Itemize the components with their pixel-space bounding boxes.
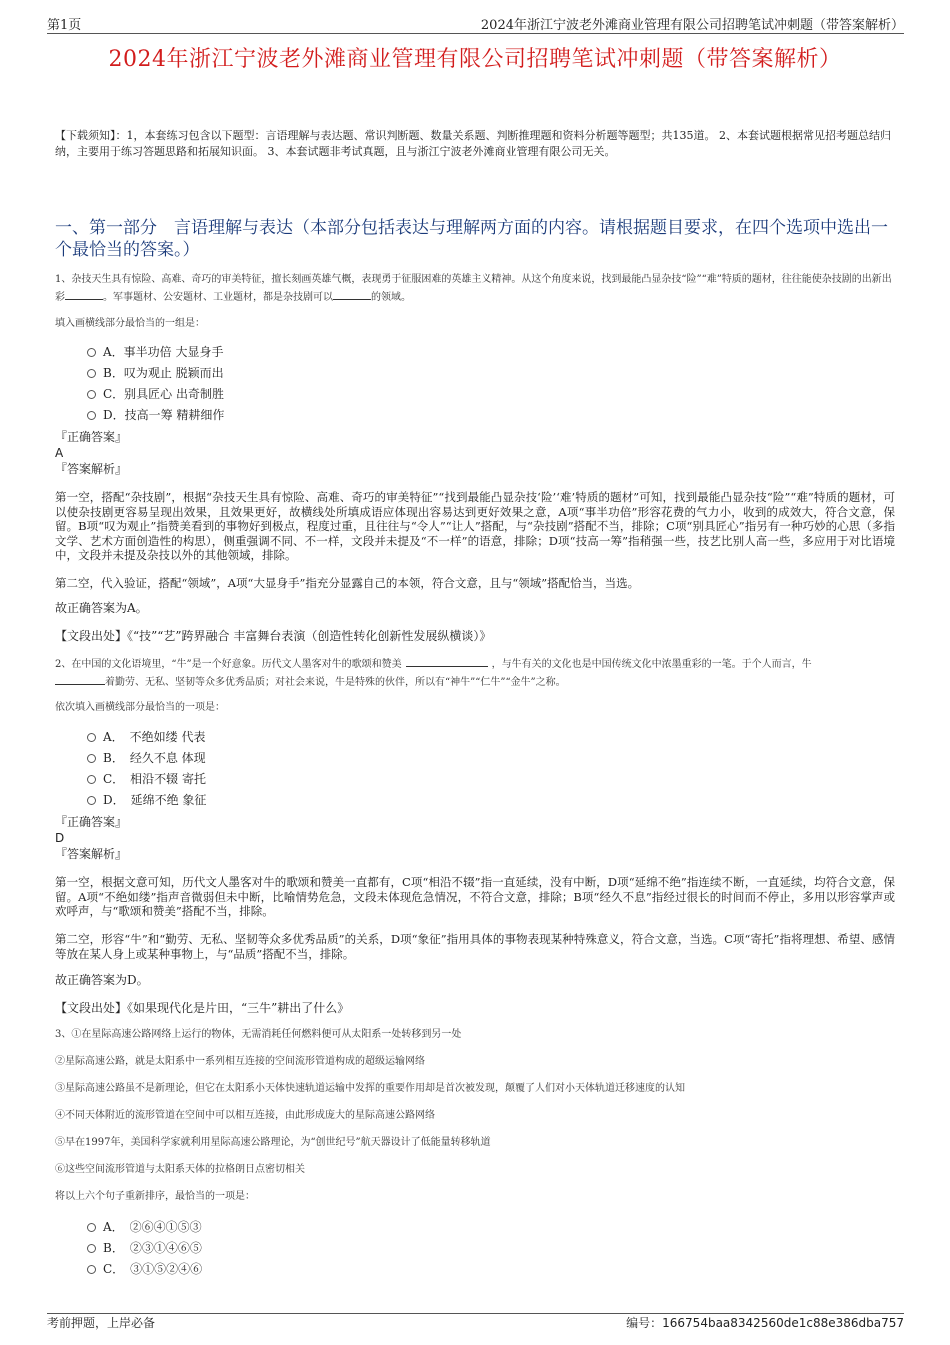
q1-blank-1 (65, 289, 103, 300)
radio-icon[interactable] (87, 775, 96, 784)
q3-sentence-3: ③星际高速公路虽不是新理论，但它在太阳系小天体快速轨道运输中发挥的重要作用却是首次被发现，颠覆了人们对小天体轨道迁移速度的认知 (55, 1083, 685, 1094)
q1-analysis-1: 第一空，搭配“杂技剧”，根据“杂技天生具有惊险、高难、奇巧的审美特征”“找到最能凸显杂技‘险’‘难’特质的题材”可知，找到最能凸显杂技“险”“难”特质的题材，可以使杂技剧更容易呈现出效果，且效果更好，故横线处所填成语应体现出容易达到更好效果之意，A项“事半功倍”形容花费的气力小，收到的成效大，符合文意，保留。B项“叹为观止”指赞美看到的事物好到极点，程度过重，且往往与“令人”“让人”搭配，与“杂技剧”搭配不当，排除；C项“别具匠心”指另有一种巧妙的心思（多指文学、艺术方面创造性的构思），侧重强调不同、不一样，文段并未提及“不一样”的语意，排除；D项“技高一筹”指稍强一些，技艺比别人高一些，多应用于对比语境中，文段并未提及杂技以外的其他领域，排除。 (55, 490, 895, 562)
radio-icon[interactable] (87, 1223, 96, 1232)
q2-source: 【文段出处】《如果现代化是片田，“三牛”耕出了什么》 (55, 1001, 350, 1015)
q1-stem: 1、杂技天生具有惊险、高难、奇巧的审美特征，擅长刻画英雄气概，表现勇于征服困难的英雄主义精神。从这个角度来说，找到最能凸显杂技“险”“难”特质的题材，往往能使杂技剧的出新出彩 。军事题材、公安题材、工业题材，都是杂技剧可以 的领域。 (55, 274, 892, 303)
q2-answer-label: 『正确答案』 (55, 815, 128, 829)
q2-option-d[interactable]: D． 延绵不绝 象征 (87, 792, 206, 808)
q1-source: 【文段出处】《“技”“艺”跨界融合 丰富舞台表演（创造性转化创新性发展纵横谈）》 (55, 629, 492, 643)
q3-sentence-5: ⑤早在1997年，美国科学家就利用星际高速公路理论，为“创世纪号”航天器设计了低能量转移轨道 (55, 1137, 491, 1148)
q3-option-b[interactable]: B． ②③①④⑥⑤ (87, 1240, 202, 1256)
q2-analysis-1: 第一空，根据文意可知，历代文人墨客对牛的歌颂和赞美一直都有，C项“相沿不辍”指一直延续，没有中断，D项“延绵不绝”指连续不断，一直延续，均符合文意，保留。A项“不绝如缕”指声音微弱但未中断，比喻情势危急，文段未体现危急情况，不符合文意，排除；B项“经久不息”指经过很长的时间而不停止，多用以形容掌声或欢呼声，与“歌颂和赞美”搭配不当，排除。 (55, 875, 895, 918)
section-title: 一、第一部分 言语理解与表达（本部分包括表达与理解两方面的内容。请根据题目要求，在四个选项中选出一个最恰当的答案。） (55, 218, 888, 260)
header-rule (47, 33, 904, 34)
document-title: 2024年浙江宁波老外滩商业管理有限公司招聘笔试冲刺题（带答案解析） (108, 47, 842, 72)
footer-slogan: 考前押题，上岸必备 (47, 1316, 156, 1330)
header-doc-title: 2024年浙江宁波老外滩商业管理有限公司招聘笔试冲刺题（带答案解析） (480, 18, 904, 33)
radio-icon[interactable] (87, 411, 96, 420)
q2-analysis-2: 第二空，形容“牛”和“勤劳、无私、坚韧等众多优秀品质”的关系，D项“象征”指用具体的事物表现某种特殊意义，符合文意，当选。C项“寄托”指将理想、希望、感情等放在某人身上或某种事物上，与“品质”搭配不当，排除。 (55, 932, 895, 961)
q2-blank-1 (406, 656, 488, 667)
radio-icon[interactable] (87, 1265, 96, 1274)
radio-icon[interactable] (87, 390, 96, 399)
q1-option-b[interactable]: B．叹为观止 脱颖而出 (87, 365, 224, 381)
q2-conclusion: 故正确答案为D。 (55, 973, 149, 987)
q2-option-c[interactable]: C． 相沿不辍 寄托 (87, 771, 206, 787)
q1-option-c[interactable]: C．别具匠心 出奇制胜 (87, 386, 224, 402)
page-header (47, 14, 904, 33)
q3-sentence-1: 3、①在星际高速公路网络上运行的物体，无需消耗任何燃料便可从太阳系一处转移到另一处 (55, 1029, 462, 1040)
q2-answer: D (55, 831, 65, 845)
q3-prompt: 将以上六个句子重新排序，最恰当的一项是： (55, 1191, 255, 1202)
q1-analysis-2: 第二空，代入验证，搭配“领域”，A项“大显身手”指充分显露自己的本领，符合文意，且与“领域”搭配恰当，当选。 (55, 576, 640, 590)
q3-option-c[interactable]: C． ③①⑤②④⑥ (87, 1261, 202, 1277)
radio-icon[interactable] (87, 369, 96, 378)
page-footer (47, 1314, 904, 1331)
radio-icon[interactable] (87, 348, 96, 357)
q1-conclusion: 故正确答案为A。 (55, 601, 148, 615)
q3-option-a[interactable]: A． ②⑥④①⑤③ (87, 1219, 202, 1235)
q2-prompt: 依次填入画横线部分最恰当的一项是： (55, 702, 225, 713)
q1-analysis-label: 『答案解析』 (55, 462, 128, 476)
q2-blank-2 (55, 674, 105, 685)
page-number: 第1页 (47, 18, 82, 33)
q3-sentence-6: ⑥这些空间流形管道与太阳系天体的拉格朗日点密切相关 (55, 1164, 305, 1175)
footer-doc-id: 编号：166754baa8342560de1c88e386dba757 (626, 1316, 904, 1330)
q2-stem: 2、在中国的文化语境里，“牛”是一个好意象。历代文人墨客对牛的歌颂和赞美 ，与牛有关的文化也是中国传统文化中浓墨重彩的一笔。于个人而言，牛 着勤劳、无私、坚韧等众多优秀品质；对社会来说，牛是特殊的伙伴，所以有“神牛”“仁牛”“金牛”之称。 (55, 656, 895, 692)
q2-analysis-label: 『答案解析』 (55, 847, 128, 861)
q1-prompt: 填入画横线部分最恰当的一组是： (55, 318, 205, 329)
q1-option-d[interactable]: D．技高一筹 精耕细作 (87, 407, 224, 423)
q1-blank-2 (333, 289, 371, 300)
q1-answer-label: 『正确答案』 (55, 430, 128, 444)
radio-icon[interactable] (87, 733, 96, 742)
radio-icon[interactable] (87, 1244, 96, 1253)
q2-option-b[interactable]: B． 经久不息 体现 (87, 750, 206, 766)
radio-icon[interactable] (87, 796, 96, 805)
q3-sentence-4: ④不同天体附近的流形管道在空间中可以相互连接，由此形成庞大的星际高速公路网络 (55, 1110, 435, 1121)
q1-answer: A (55, 446, 64, 460)
radio-icon[interactable] (87, 754, 96, 763)
q2-option-a[interactable]: A． 不绝如缕 代表 (87, 729, 205, 745)
q1-option-a[interactable]: A．事半功倍 大显身手 (87, 344, 223, 360)
download-notice: 【下载须知】：1，本套练习包含以下题型：言语理解与表达题、常识判断题、数量关系题、判断推理题和资料分析题等题型；共135道。 2、本套试题根据常见招考题总结归纳，主要用于练习答题思路和拓展知识面。 3、本套试题非考试真题，且与浙江宁波老外滩商业管理有限公司无关。 (55, 129, 891, 158)
q3-sentence-2: ②星际高速公路，就是太阳系中一系列相互连接的空间流形管道构成的超级运输网络 (55, 1056, 425, 1067)
